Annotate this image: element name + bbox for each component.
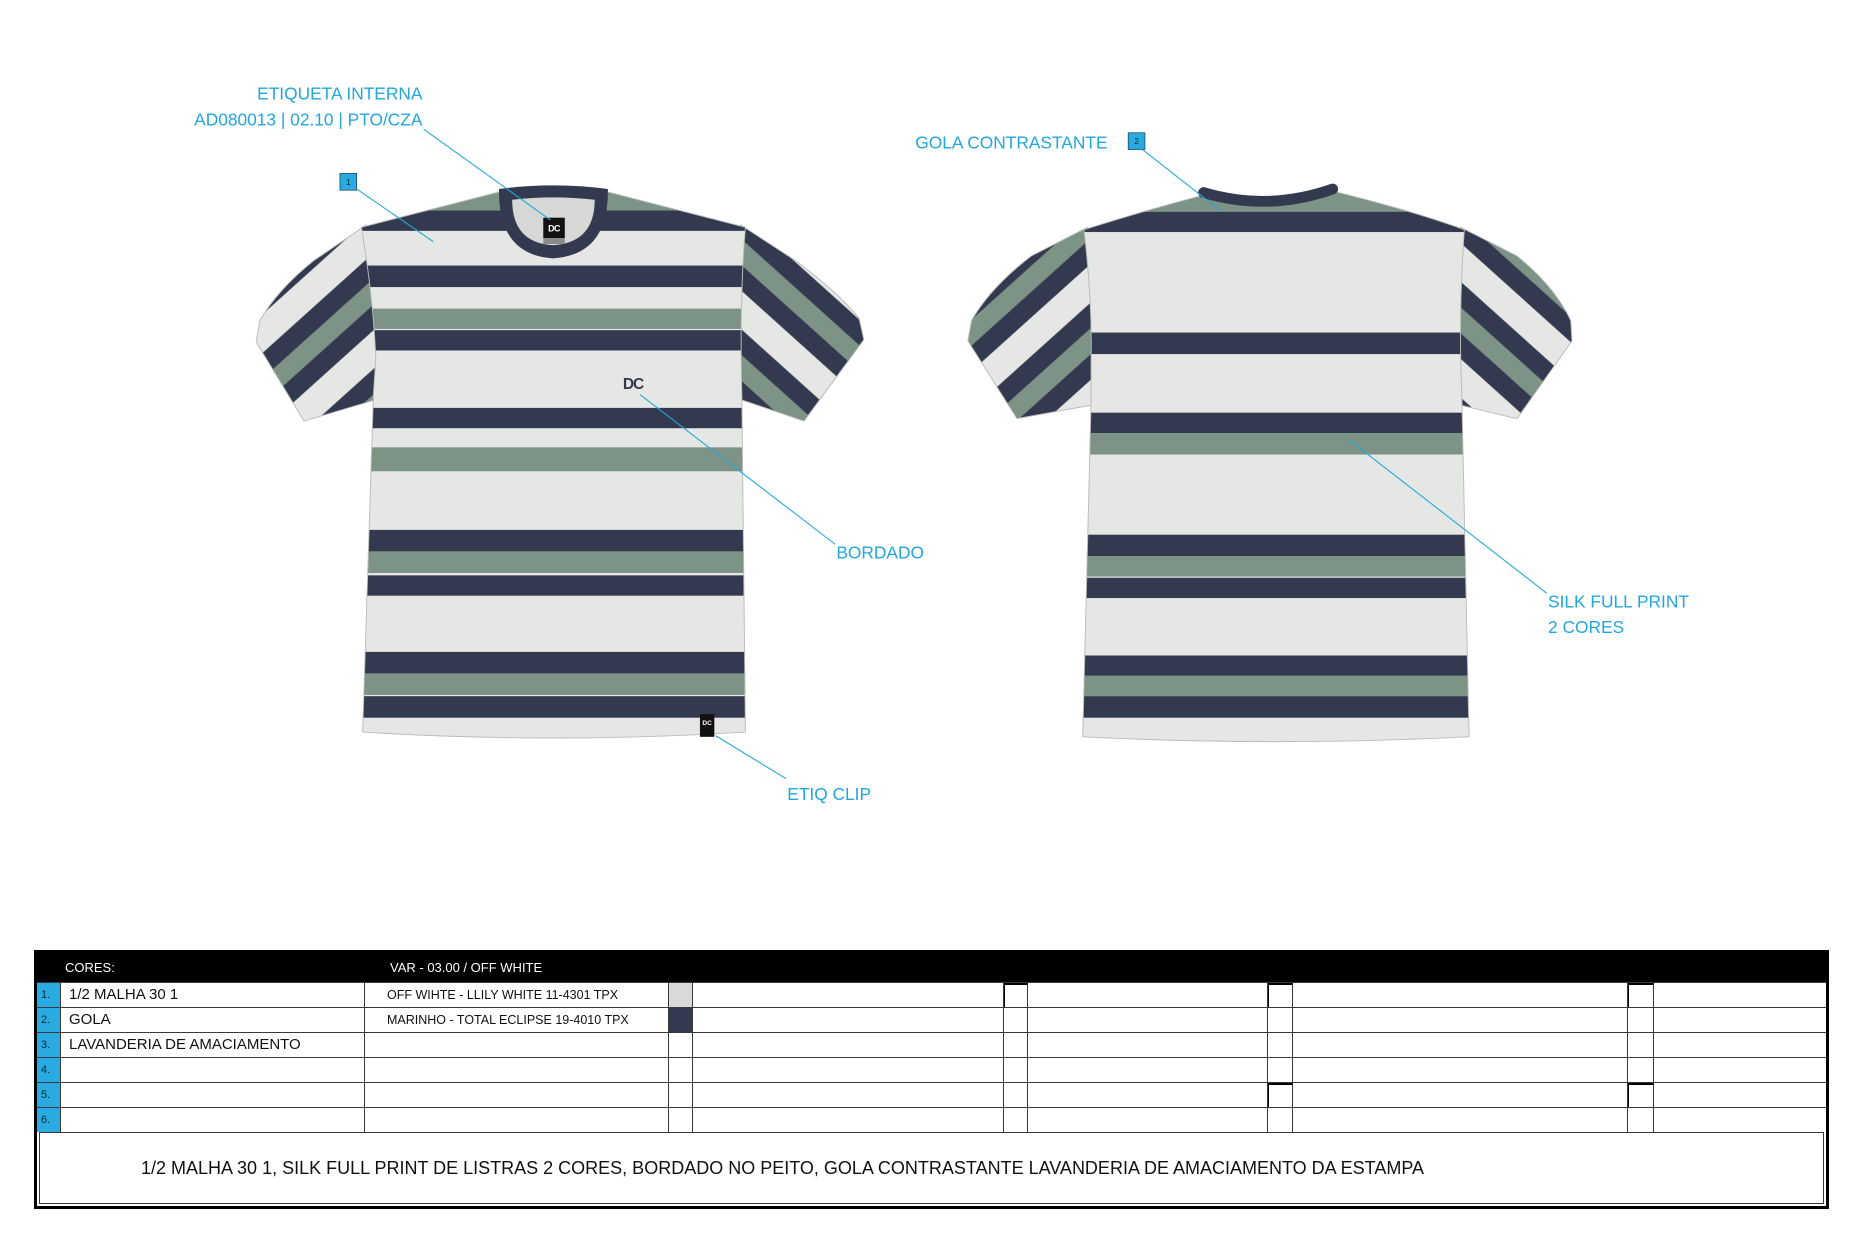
empty-cell: [1654, 1058, 1826, 1082]
callout-silk-full-print: SILK FULL PRINT: [1548, 591, 1689, 612]
empty-cell: [693, 1008, 1004, 1032]
stripe-green: [1071, 676, 1484, 696]
back-left-sleeve: [968, 227, 1096, 418]
swatch-cell: [1628, 983, 1654, 1007]
empty-cell: [1028, 1083, 1268, 1107]
callout-etiqueta-interna: ETIQUETA INTERNA: [257, 83, 423, 104]
swatch-cell: [1628, 1058, 1654, 1082]
row-item: [61, 1083, 365, 1107]
back-right-sleeve: [1457, 227, 1572, 418]
row-number: 1.: [37, 983, 61, 1007]
swatch-cell: [1004, 1083, 1028, 1107]
empty-cell: [1293, 1033, 1628, 1057]
empty-cell: [1028, 1058, 1268, 1082]
table-row: [37, 982, 1826, 1007]
stripe-green: [1071, 556, 1484, 576]
stripe-navy: [1071, 413, 1484, 433]
row-item: GOLA: [61, 1008, 365, 1032]
description-box: [39, 1132, 1824, 1204]
inner-label-logo: DC: [548, 223, 560, 234]
back-collar: [1204, 189, 1333, 201]
color-swatch: [669, 1008, 693, 1032]
empty-cell: [1654, 1033, 1826, 1057]
inner-label-tail: [543, 238, 565, 244]
stripe-navy: [1071, 535, 1484, 557]
table-header: [37, 953, 1826, 982]
stripe-navy: [347, 696, 760, 718]
row-item: [61, 1108, 365, 1132]
table-row: [37, 1082, 1826, 1107]
front-left-sleeve: [256, 225, 380, 421]
cores-label: CORES:: [65, 960, 115, 975]
empty-cell: [1028, 1108, 1268, 1132]
empty-cell: [1293, 983, 1628, 1007]
stripe-green: [347, 447, 760, 471]
empty-cell: [693, 1033, 1004, 1057]
chest-embroidery-logo: DC: [622, 375, 644, 393]
swatch-cell: [1268, 1083, 1293, 1107]
row-item: [61, 1058, 365, 1082]
front-right-sleeve: [737, 225, 864, 421]
stripe-navy: [1071, 578, 1484, 598]
row-color: [365, 1033, 669, 1057]
stripe-green: [347, 309, 760, 329]
stripe-navy: [1071, 333, 1484, 355]
swatch-cell: [1004, 983, 1028, 1007]
stripe-green: [347, 551, 760, 573]
stripe-green: [1071, 433, 1484, 455]
stripe-navy: [1071, 696, 1484, 718]
swatch-cell: [1268, 1108, 1293, 1132]
table-row: [37, 1107, 1826, 1132]
back-body: [1071, 179, 1484, 753]
swatch-cell: [669, 1058, 693, 1082]
empty-cell: [1654, 983, 1826, 1007]
stripe-navy: [347, 330, 760, 350]
swatch-cell: [1628, 1008, 1654, 1032]
swatch-cell: [1268, 1058, 1293, 1082]
empty-cell: [693, 983, 1004, 1007]
row-number: 6.: [37, 1108, 61, 1132]
row-number: 2.: [37, 1008, 61, 1032]
empty-cell: [1293, 1058, 1628, 1082]
row-color: OFF WIHTE - LLILY WHITE 11-4301 TPX: [365, 983, 669, 1007]
back-view: [968, 179, 1572, 753]
row-color: [365, 1108, 669, 1132]
empty-cell: [1293, 1083, 1628, 1107]
stripe-navy: [347, 408, 760, 428]
table-row: [37, 1057, 1826, 1082]
front-view: [256, 176, 864, 753]
row-item: 1/2 MALHA 30 1: [61, 983, 365, 1007]
row-number: 5.: [37, 1083, 61, 1107]
empty-cell: [1028, 983, 1268, 1007]
empty-cell: [1028, 1033, 1268, 1057]
swatch-cell: [1004, 1008, 1028, 1032]
swatch-cell: [669, 1108, 693, 1132]
stripe-navy: [347, 266, 760, 288]
stripe-navy: [347, 652, 760, 674]
marker-1-label: 1: [345, 176, 351, 187]
swatch-cell: [1268, 983, 1293, 1007]
colors-table: [34, 950, 1829, 1209]
swatch-cell: [1004, 1033, 1028, 1057]
hem-clip-logo: DC: [702, 719, 712, 727]
stripe-navy: [347, 530, 760, 552]
front-body: [345, 176, 760, 753]
stripe-navy: [347, 575, 760, 595]
swatch-cell: [1004, 1058, 1028, 1082]
marker-2-label: 2: [1134, 136, 1139, 147]
empty-cell: [693, 1083, 1004, 1107]
empty-cell: [1654, 1008, 1826, 1032]
swatch-cell: [1628, 1033, 1654, 1057]
leader-line: [716, 736, 787, 779]
row-number: 4.: [37, 1058, 61, 1082]
table-row: [37, 1007, 1826, 1032]
empty-cell: [1293, 1108, 1628, 1132]
inner-label: [543, 218, 565, 244]
empty-cell: [1028, 1008, 1268, 1032]
empty-cell: [1293, 1008, 1628, 1032]
swatch-cell: [1268, 1008, 1293, 1032]
swatch-cell: [669, 1083, 693, 1107]
callout-etiqueta-code: AD080013 | 02.10 | PTO/CZA: [194, 109, 423, 130]
empty-cell: [1654, 1108, 1826, 1132]
swatch-cell: [1628, 1083, 1654, 1107]
callout-bordado: BORDADO: [836, 542, 924, 563]
color-swatch: [669, 983, 693, 1007]
row-item: LAVANDERIA DE AMACIAMENTO: [61, 1033, 365, 1057]
callout-etiq-clip: ETIQ CLIP: [787, 784, 872, 805]
swatch-cell: [669, 1033, 693, 1057]
row-number: 3.: [37, 1033, 61, 1057]
stripe-green: [347, 673, 760, 695]
variant-label: VAR - 03.00 / OFF WHITE: [390, 960, 543, 975]
empty-cell: [693, 1058, 1004, 1082]
swatch-cell: [1628, 1108, 1654, 1132]
hem-clip-label: [700, 714, 714, 737]
row-color: [365, 1058, 669, 1082]
empty-cell: [1654, 1083, 1826, 1107]
swatch-cell: [1268, 1033, 1293, 1057]
row-color: MARINHO - TOTAL ECLIPSE 19-4010 TPX: [365, 1008, 669, 1032]
empty-cell: [693, 1108, 1004, 1132]
stripe-navy: [1071, 655, 1484, 675]
row-color: [365, 1083, 669, 1107]
swatch-cell: [1004, 1108, 1028, 1132]
description-text: 1/2 MALHA 30 1, SILK FULL PRINT DE LISTRAS 2 CORES, BORDADO NO PEITO, GOLA CONTRASTANTE LAVANDERIA DE AMACIAMENTO DA ESTAMPA: [141, 1157, 1425, 1178]
callout-gola-contrastante: GOLA CONTRASTANTE: [915, 132, 1108, 153]
callout-2-cores: 2 CORES: [1548, 616, 1625, 637]
table-row: [37, 1032, 1826, 1057]
